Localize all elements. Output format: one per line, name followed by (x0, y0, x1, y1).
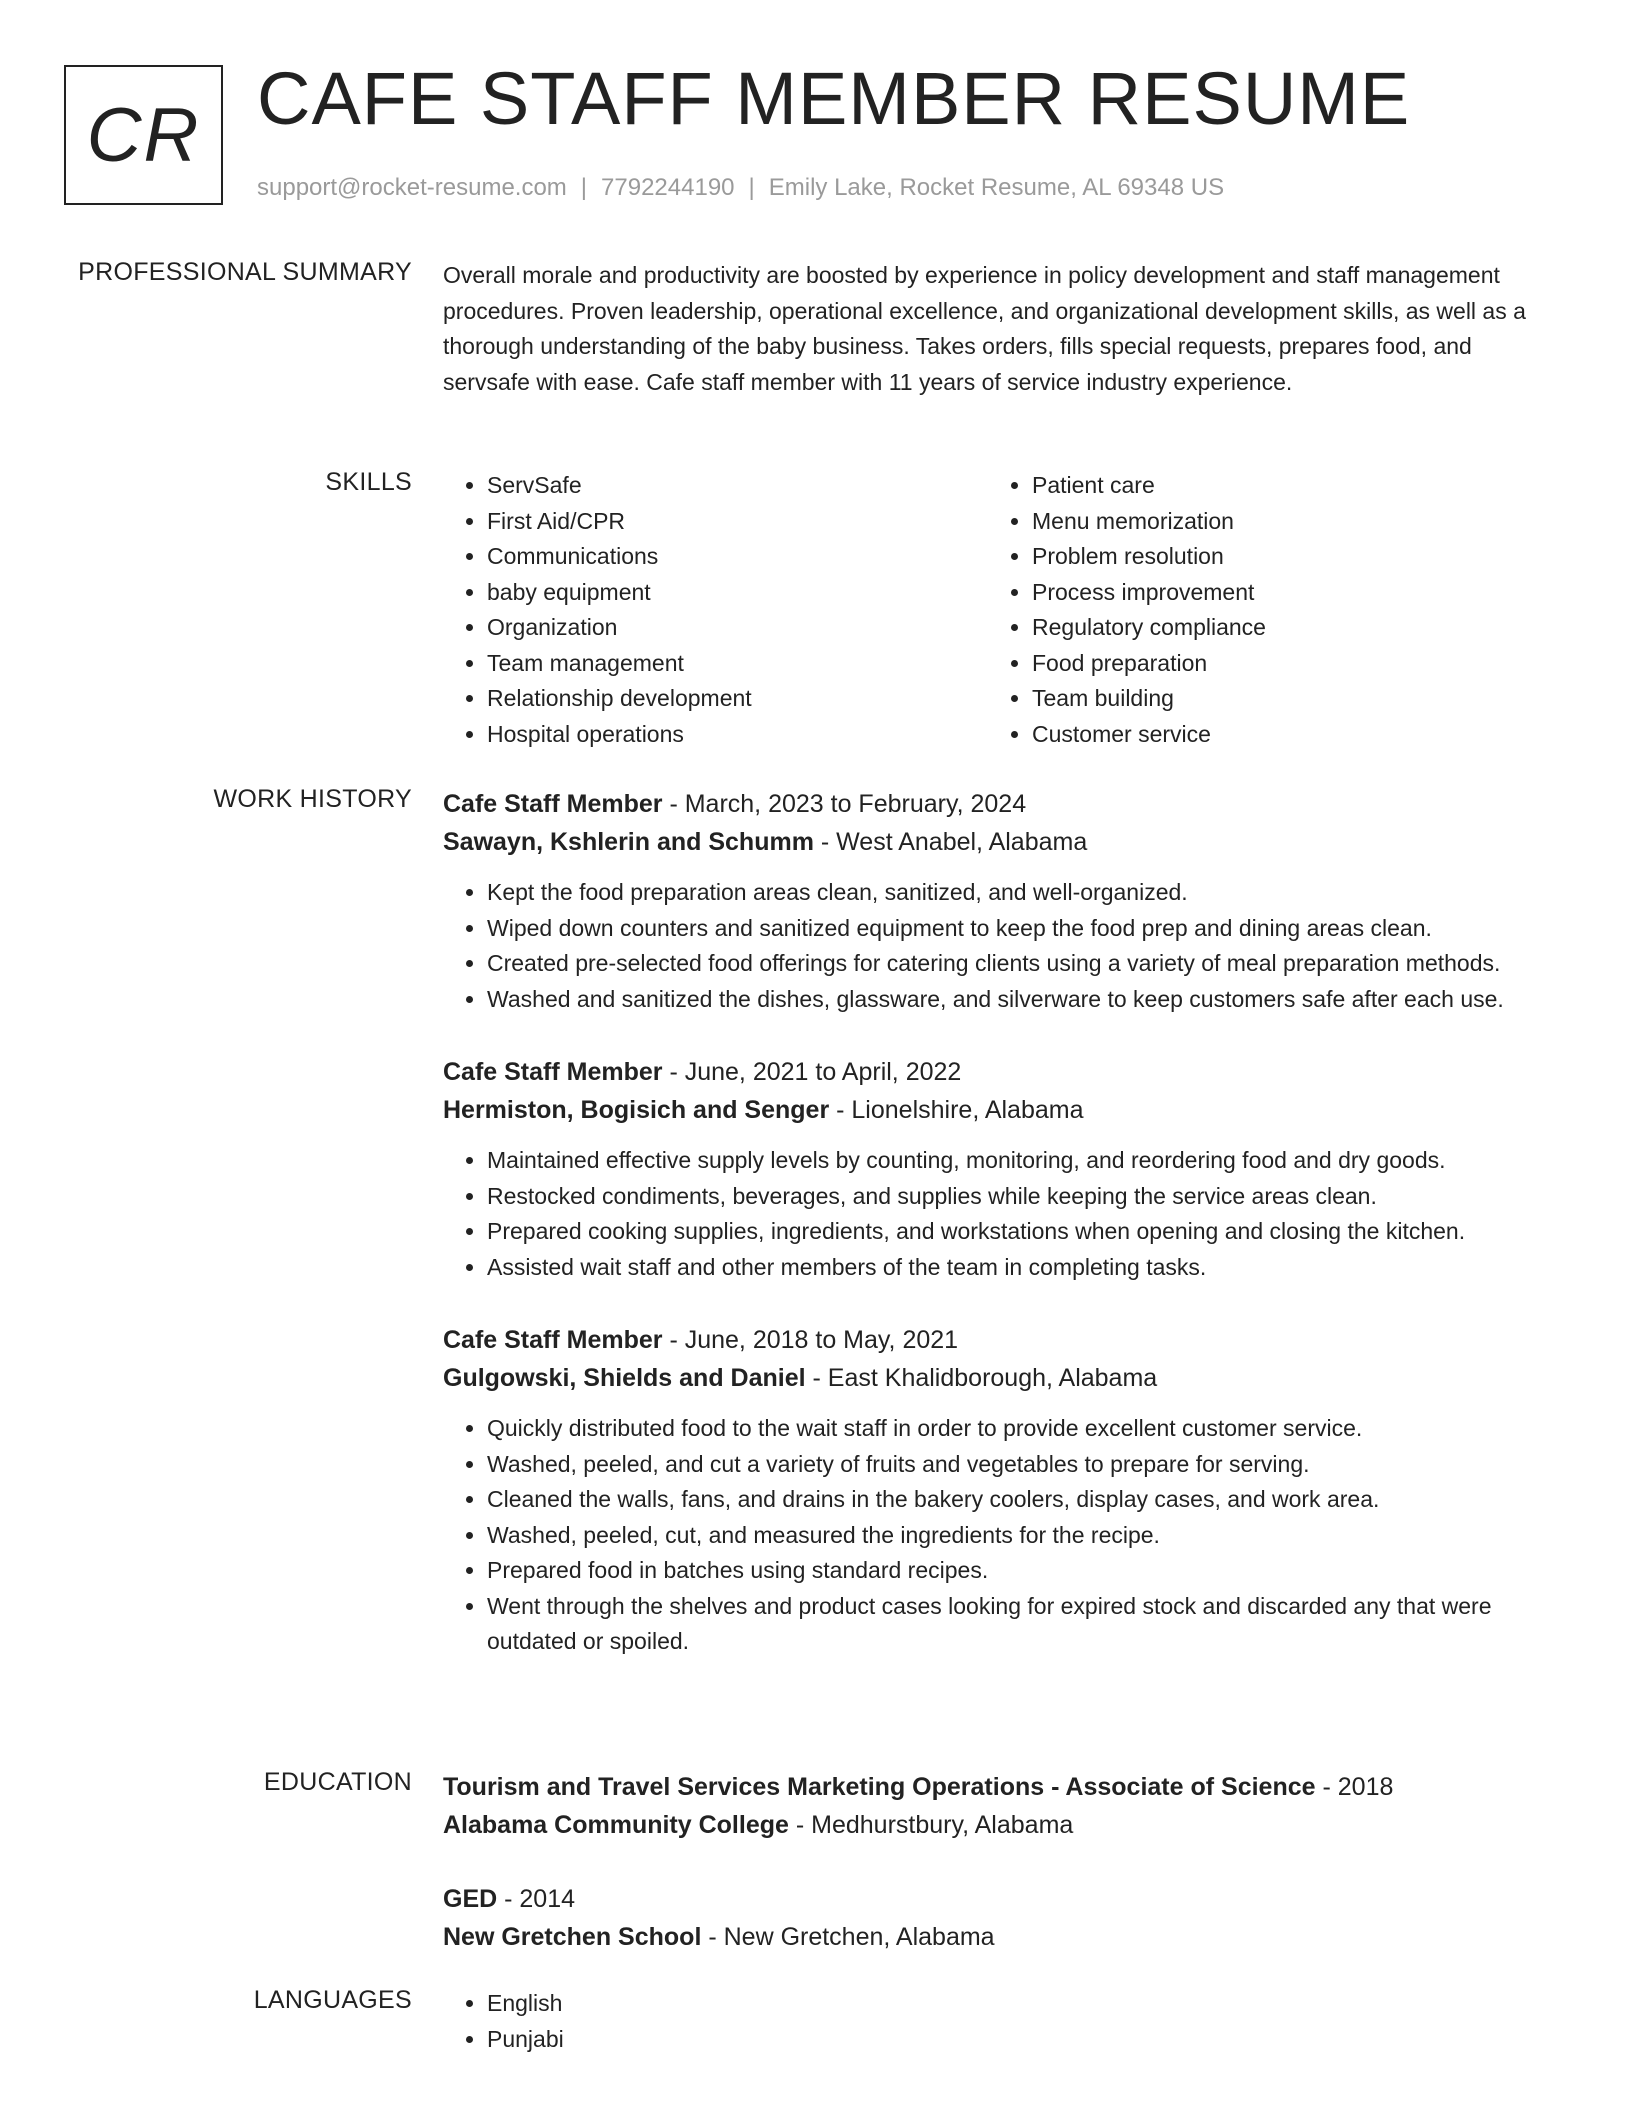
skills-label: SKILLS (325, 468, 412, 496)
job-dates: - June, 2021 to April, 2022 (662, 1058, 962, 1086)
company-name: Gulgowski, Shields and Daniel (443, 1364, 806, 1392)
job-bullet: • Washed, peeled, cut, and measured the ingredients for the recipe. (487, 1518, 1543, 1554)
summary-label: PROFESSIONAL SUMMARY (78, 258, 412, 286)
job-bullet: • Washed, peeled, and cut a variety of fruits and vegetables to prepare for serving. (487, 1447, 1543, 1483)
contact-address: Emily Lake, Rocket Resume, AL 69348 US (768, 174, 1225, 201)
school-location: - Medhurstbury, Alabama (788, 1811, 1074, 1839)
job-bullet: • Prepared food in batches using standard recipes. (487, 1553, 1543, 1589)
job-bullet: • Wiped down counters and sanitized equipment to keep the food prep and dining areas clean. (487, 911, 1543, 947)
school-line (443, 1806, 1543, 1844)
job-dates: - March, 2023 to February, 2024 (662, 790, 1027, 818)
company-location: - Lionelshire, Alabama (829, 1096, 1084, 1124)
skill-item: • Process improvement (1032, 575, 1528, 611)
job-bullet: • Maintained effective supply levels by counting, monitoring, and reordering food and dry goods. (487, 1143, 1543, 1179)
degree: Tourism and Travel Services Marketing Operations - Associate of Science (443, 1773, 1316, 1801)
school-location: - New Gretchen, Alabama (701, 1923, 995, 1951)
skill-item: • Regulatory compliance (1032, 610, 1528, 646)
company-name: Sawayn, Kshlerin and Schumm (443, 828, 814, 856)
skill-item: • ServSafe (487, 468, 983, 504)
job-bullets (443, 1411, 1543, 1660)
education-entry (443, 1880, 1543, 1956)
company-location: - East Khalidborough, Alabama (805, 1364, 1158, 1392)
skills-columns (443, 468, 1543, 758)
skill-item: • Customer service (1032, 717, 1528, 753)
job-title-line (443, 1053, 1543, 1091)
job-title-line (443, 1321, 1543, 1359)
job-title-line (443, 785, 1543, 823)
education-list (443, 1768, 1543, 1992)
skill-item: • baby equipment (487, 575, 983, 611)
school-name: Alabama Community College (443, 1811, 789, 1839)
summary-text: Overall morale and productivity are boosted by experience in policy development and staff management procedures. Proven leadership, operational excellence, and organizational development skills, as well as a thorough understanding of the baby business. Takes orders, fills special requests, prepares food, and servsafe with ease. Cafe staff member with 11 years of service industry experience. (443, 262, 1526, 395)
language-item: • English (487, 1986, 1543, 2022)
skill-item: • Organization (487, 610, 983, 646)
job-bullets (443, 875, 1543, 1017)
job-bullet: • Kept the food preparation areas clean, sanitized, and well-organized. (487, 875, 1543, 911)
job-bullet: • Quickly distributed food to the wait staff in order to provide excellent customer service. (487, 1411, 1543, 1447)
skill-item: • Menu memorization (1032, 504, 1528, 540)
initials-text: CR (86, 92, 201, 178)
job-bullets (443, 1143, 1543, 1285)
skill-item: • Relationship development (487, 681, 983, 717)
degree-year: - 2018 (1315, 1773, 1394, 1801)
languages-label: LANGUAGES (253, 1986, 412, 2014)
languages-list (443, 1986, 1543, 2057)
job-entry (443, 1053, 1543, 1285)
skill-item: • Food preparation (1032, 646, 1528, 682)
skills-right-column (988, 468, 1528, 752)
company-location: - West Anabel, Alabama (813, 828, 1088, 856)
skill-item: • Team building (1032, 681, 1528, 717)
degree-line (443, 1768, 1543, 1806)
skills-left-column (443, 468, 983, 752)
work-history-list (443, 785, 1543, 1696)
contact-phone: 7792244190 (601, 174, 735, 201)
job-title: Cafe Staff Member (443, 1058, 663, 1086)
job-bullet: • Prepared cooking supplies, ingredients, and workstations when opening and closing the kitchen. (487, 1214, 1543, 1250)
initials-monogram (64, 65, 223, 205)
contact-separator: | (748, 174, 755, 201)
company-line (443, 1091, 1543, 1129)
school-line (443, 1918, 1543, 1956)
skill-item: • Communications (487, 539, 983, 575)
job-title: Cafe Staff Member (443, 790, 663, 818)
job-bullet: • Restocked condiments, beverages, and supplies while keeping the service areas clean. (487, 1179, 1543, 1215)
job-bullet: • Assisted wait staff and other members of the team in completing tasks. (487, 1250, 1543, 1286)
language-item: • Punjabi (487, 2022, 1543, 2058)
job-bullet: • Washed and sanitized the dishes, glassware, and silverware to keep customers safe after each use. (487, 982, 1543, 1018)
skill-item: • Patient care (1032, 468, 1528, 504)
job-bullet: • Created pre-selected food offerings for catering clients using a variety of meal preparation methods. (487, 946, 1543, 982)
school-name: New Gretchen School (443, 1923, 702, 1951)
job-bullet: • Went through the shelves and product cases looking for expired stock and discarded any that were outdated or spoiled. (487, 1589, 1543, 1660)
degree-year: - 2014 (497, 1885, 576, 1913)
job-dates: - June, 2018 to May, 2021 (662, 1326, 959, 1354)
job-bullet: • Cleaned the walls, fans, and drains in the bakery coolers, display cases, and work area. (487, 1482, 1543, 1518)
skill-item: • Problem resolution (1032, 539, 1528, 575)
company-line (443, 823, 1543, 861)
skill-item: • Hospital operations (487, 717, 983, 753)
contact-separator: | (580, 174, 588, 201)
contact-email: support@rocket-resume.com (257, 174, 567, 201)
contact-line (257, 174, 1224, 202)
degree: GED (443, 1885, 498, 1913)
resume-title: CAFE STAFF MEMBER RESUME (257, 57, 1411, 140)
company-name: Hermiston, Bogisich and Senger (443, 1096, 830, 1124)
job-entry (443, 785, 1543, 1017)
company-line (443, 1359, 1543, 1397)
job-entry (443, 1321, 1543, 1660)
education-label: EDUCATION (263, 1768, 412, 1796)
degree-line (443, 1880, 1543, 1918)
skill-item: • First Aid/CPR (487, 504, 983, 540)
work-history-label: WORK HISTORY (213, 785, 412, 813)
skill-item: • Team management (487, 646, 983, 682)
job-title: Cafe Staff Member (443, 1326, 663, 1354)
education-entry (443, 1768, 1543, 1844)
